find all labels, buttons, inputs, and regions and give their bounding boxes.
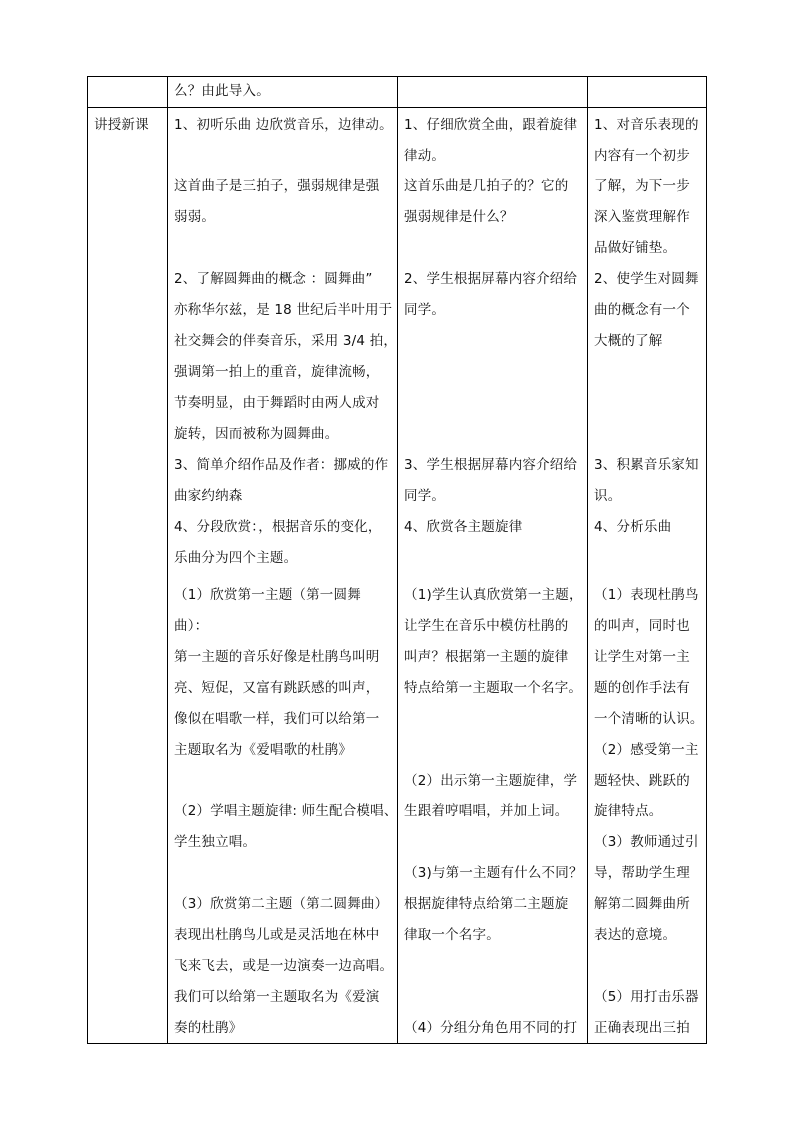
teacher-line: 旋转，因而被称为圆舞曲。 — [174, 426, 339, 442]
stage-label: 讲授新课 — [94, 117, 149, 133]
student-line: 律取一个名字。 — [404, 927, 500, 943]
intent-line: （1）表现杜鹃鸟 — [594, 587, 699, 603]
teacher-line: 表现出杜鹃鸟儿或是灵活地在林中 — [174, 927, 380, 943]
student-line: 叫声？根据第一主题的旋律 — [404, 649, 569, 665]
student-line: 律动。 — [404, 148, 446, 164]
intent-line: 品做好铺垫。 — [594, 240, 677, 256]
intent-line: 识。 — [594, 488, 622, 504]
teacher-line: 学生独立唱。 — [174, 834, 257, 850]
teacher-line: 亦称华尔兹，是 18 世纪后半叶用于 — [174, 302, 393, 318]
intent-line: 深入鉴赏理解作 — [594, 209, 690, 225]
intent-line: 大概的了解 — [594, 333, 663, 349]
intent-line: 导，帮助学生理 — [594, 865, 690, 881]
intent-line: 内容有一个初步 — [594, 148, 690, 164]
student-line: 1、仔细欣赏全曲，跟着旋律 — [404, 117, 578, 133]
intent-line: 正确表现出三拍 — [594, 1020, 690, 1036]
student-line: 生跟着哼唱唱，并加上词。 — [404, 803, 569, 819]
table-divider-1 — [167, 76, 168, 1044]
teacher-line: 亮、短促，又富有跳跃感的叫声， — [174, 680, 380, 696]
intent-line: 4、分析乐曲 — [594, 519, 672, 535]
teacher-line: 乐曲分为四个主题。 — [174, 550, 298, 566]
intent-line: （3）教师通过引 — [594, 834, 699, 850]
student-line: 特点给第一主题取一个名字。 — [404, 680, 583, 696]
teacher-line: 飞来飞去，或是一边演奏一边高唱。 — [174, 958, 394, 974]
teacher-line: 2、了解圆舞曲的概念 ：圆舞曲” — [174, 271, 373, 287]
student-line: 同学。 — [404, 488, 446, 504]
teacher-line: 第一主题的音乐好像是杜鹃鸟叫明 — [174, 649, 380, 665]
teacher-line: 弱弱。 — [174, 209, 216, 225]
table-row-divider — [87, 107, 707, 108]
intent-line: 一个清晰的认识。 — [594, 711, 704, 727]
teacher-line: （2）学唱主题旋律: 师生配合模唱、 — [174, 803, 398, 819]
intent-line: 题轻快、跳跃的 — [594, 773, 690, 789]
student-line: 让学生在音乐中模仿杜鹃的 — [404, 618, 569, 634]
student-line: （1)学生认真欣赏第一主题， — [404, 587, 583, 603]
student-line: 3、学生根据屏幕内容介绍给 — [404, 457, 578, 473]
teacher-line: （3）欣赏第二主题（第二圆舞曲） — [174, 896, 389, 912]
table-border-left — [87, 76, 88, 1044]
table-border-right — [706, 76, 707, 1044]
student-line: （2）出示第一主题旋律，学 — [404, 773, 578, 789]
teacher-line: 强调第一拍上的重音，旋律流畅， — [174, 364, 380, 380]
intent-line: 了解，为下一步 — [594, 178, 690, 194]
student-line: 这首乐曲是几拍子的？它的 — [404, 178, 569, 194]
intent-line: 的叫声，同时也 — [594, 618, 690, 634]
intent-line: 旋律特点。 — [594, 803, 663, 819]
intent-line: （2）感受第一主 — [594, 742, 699, 758]
student-line: 根据旋律特点给第二主题旋 — [404, 896, 569, 912]
teacher-line: 奏的杜鹃》 — [174, 1020, 243, 1036]
teacher-line: 1、初听乐曲 边欣赏音乐，边律动。 — [174, 117, 393, 133]
student-line: 同学。 — [404, 302, 446, 318]
teacher-line: 社交舞会的伴奏音乐，采用 3/4 拍， — [174, 333, 398, 349]
student-line: 4、欣赏各主题旋律 — [404, 519, 523, 535]
table-divider-3 — [587, 76, 588, 1044]
table-cell-text: 么？由此导入。 — [174, 83, 270, 99]
student-line: 强弱规律是什么？ — [404, 209, 514, 225]
student-line: （4）分组分角色用不同的打 — [404, 1020, 578, 1036]
teacher-line: 主题取名为《爱唱歌的杜鹃》 — [174, 742, 353, 758]
intent-line: （5）用打击乐器 — [594, 989, 699, 1005]
intent-line: 2、使学生对圆舞 — [594, 271, 699, 287]
teacher-line: 我们可以给第一主题取名为《爱演 — [174, 989, 380, 1005]
teacher-line: 节奏明显，由于舞蹈时由两人成对 — [174, 395, 380, 411]
teacher-line: 4、分段欣赏：，根据音乐的变化， — [174, 519, 382, 535]
student-line: （3)与第一主题有什么不同？ — [404, 865, 583, 881]
intent-line: 1、对音乐表现的 — [594, 117, 699, 133]
intent-line: 让学生对第一主 — [594, 649, 690, 665]
teacher-line: （1）欣赏第一主题（第一圆舞 — [174, 587, 361, 603]
teacher-line: 3、简单介绍作品及作者：挪威的作 — [174, 457, 389, 473]
teacher-line: 这首曲子是三拍子，强弱规律是强 — [174, 178, 380, 194]
student-line: 2、学生根据屏幕内容介绍给 — [404, 271, 578, 287]
intent-line: 表达的意境。 — [594, 927, 677, 943]
intent-line: 题的创作手法有 — [594, 680, 690, 696]
intent-line: 3、积累音乐家知 — [594, 457, 699, 473]
intent-line: 曲的概念有一个 — [594, 302, 690, 318]
intent-line: 解第二圆舞曲所 — [594, 896, 690, 912]
teacher-line: 像似在唱歌一样，我们可以给第一 — [174, 711, 380, 727]
teacher-line: 曲家约纳森 — [174, 488, 243, 504]
teacher-line: 曲）： — [174, 618, 209, 634]
table-divider-2 — [397, 76, 398, 1044]
